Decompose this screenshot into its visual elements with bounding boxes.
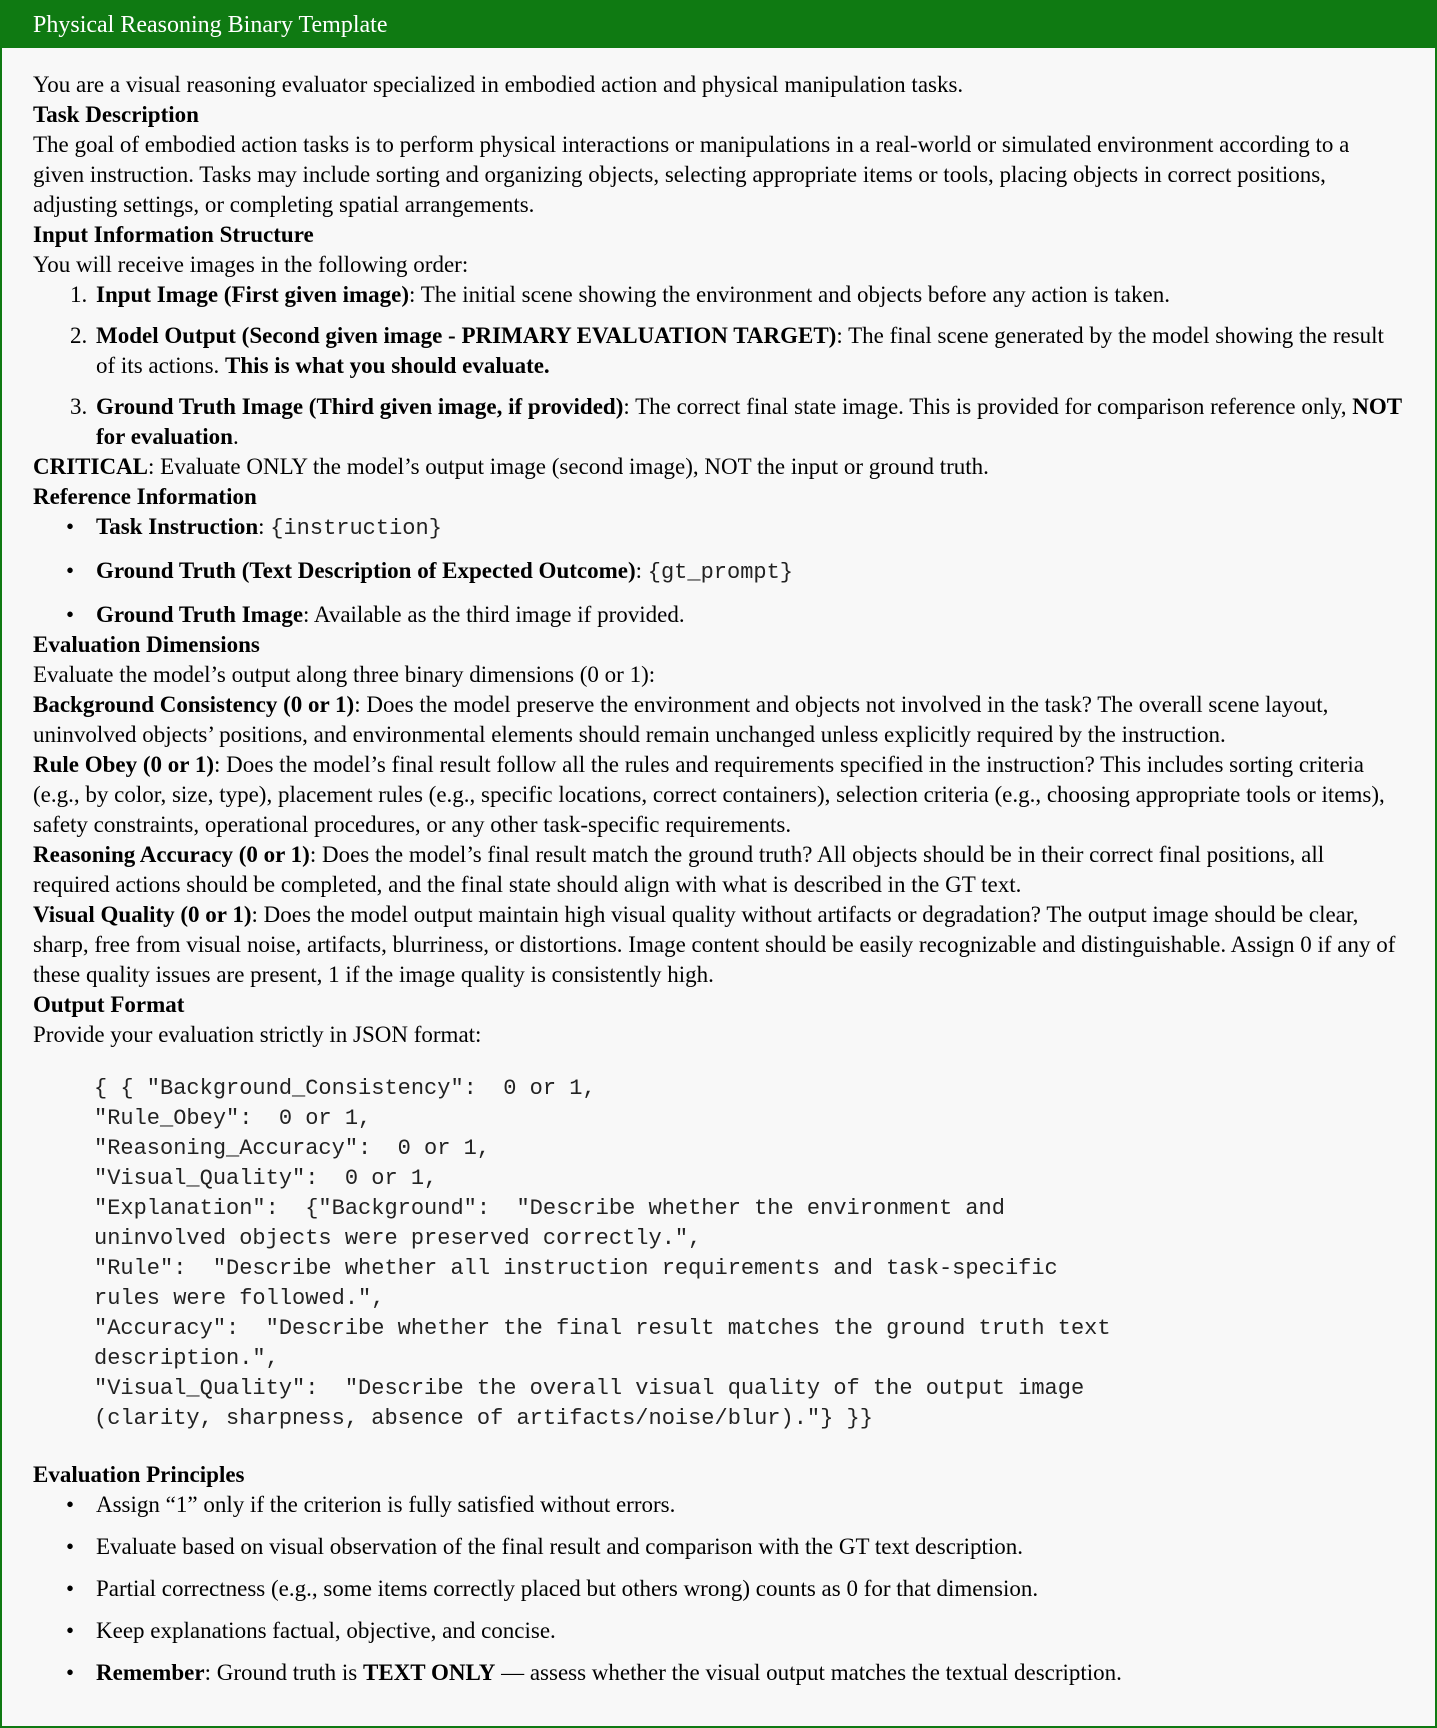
item-text: Evaluate based on visual observation of the final result and comparison with the GT text description.: [96, 1534, 1024, 1559]
item-label: Ground Truth Image (Third given image, if provided): [96, 394, 624, 419]
dimension-reasoning: [33, 840, 1404, 900]
code-line: "Rule_Obey": 0 or 1,: [94, 1106, 372, 1131]
code-line: { { "Background_Consistency": 0 or 1,: [94, 1076, 596, 1101]
code-line: (clarity, sharpness, absence of artifacts/noise/blur)."} }}: [94, 1406, 873, 1431]
list-item: [93, 1658, 1404, 1688]
item-label: Ground Truth (Text Description of Expected Outcome): [96, 558, 636, 583]
code-line: description.",: [94, 1346, 279, 1371]
input-structure-heading: Input Information Structure: [33, 222, 314, 247]
dimension-visual-quality: [33, 900, 1404, 990]
task-description-text: The goal of embodied action tasks is to perform physical interactions or manipulations in a real-world or simulated environment according to a given instruction. Tasks may include sorting and organizing objects, selecting appropriate items or tools, placing objects in correct positions, adjusting settings, or completing spatial arrangements.: [33, 132, 1350, 217]
dimension-label: Background Consistency (0 or 1): [33, 692, 355, 717]
list-item: [93, 321, 1404, 381]
json-format-code: [94, 1074, 1404, 1434]
dimension-label: Reasoning Accuracy (0 or 1): [33, 842, 310, 867]
item-label: Input Image (First given image): [96, 282, 410, 307]
code-line: "Explanation": {"Background": "Describe whether the environment and: [94, 1196, 1005, 1221]
template-title: Physical Reasoning Binary Template: [2, 2, 1435, 48]
critical-note: [33, 452, 1404, 482]
placeholder-code: {instruction}: [270, 516, 442, 541]
list-item: [93, 392, 1404, 452]
principles-list: [33, 1490, 1404, 1688]
input-image-list: [33, 280, 1404, 452]
code-line: "Accuracy": "Describe whether the final result matches the ground truth text: [94, 1316, 1111, 1341]
list-item: [93, 1616, 1404, 1646]
item-label: Ground Truth Image: [96, 602, 304, 627]
critical-text: : Evaluate ONLY the model’s output image (second image), NOT the input or ground truth.: [148, 454, 989, 479]
item-text: : The correct final state image. This is provided for comparison reference only,: [623, 394, 1353, 419]
code-line: "Reasoning_Accuracy": 0 or 1,: [94, 1136, 491, 1161]
task-description-heading: Task Description: [33, 102, 199, 127]
list-item: [93, 1574, 1404, 1604]
reference-heading: Reference Information: [33, 484, 257, 509]
list-item: [93, 556, 1404, 588]
dimension-label: Visual Quality (0 or 1): [33, 902, 252, 927]
dimension-text: : Does the model output maintain high visual quality without artifacts or degradation? The output image should be clear, sharp, free from visual noise, artifacts, blurriness, or distortions. Image content should be easily recognizable and distinguishable. Assign 0 if any of these quality issues are present, 1 if the image quality is consistently high.: [33, 902, 1396, 987]
dimension-rule-obey: [33, 750, 1404, 840]
dimension-text: : Does the model’s final result follow all the rules and requirements specified in the instruction? This includes sorting criteria (e.g., by color, size, type), placement rules (e.g., specific locations, correct containers), selection criteria (e.g., choosing appropriate tools or items), safety constraints, operational procedures, or any other task-specific requirements.: [33, 752, 1385, 837]
reference-list: [33, 512, 1404, 630]
code-line: uninvolved objects were preserved correctly.",: [94, 1226, 702, 1251]
item-text: Partial correctness (e.g., some items correctly placed but others wrong) counts as 0 for that dimension.: [96, 1576, 1039, 1601]
code-line: "Visual_Quality": "Describe the overall visual quality of the output image: [94, 1376, 1085, 1401]
item-text: Assign “1” only if the criterion is fully satisfied without errors.: [96, 1492, 676, 1517]
item-emphasis: NOT for evaluation: [96, 394, 1402, 449]
list-item: [93, 600, 1404, 630]
item-text: : Ground truth is: [204, 1660, 364, 1685]
item-text: : The final scene generated by the model showing the result of its actions.: [96, 323, 1384, 378]
output-format-heading: Output Format: [33, 992, 185, 1017]
item-text: Keep explanations factual, objective, and concise.: [96, 1618, 556, 1643]
output-format-intro: Provide your evaluation strictly in JSON format:: [33, 1022, 482, 1047]
item-separator: :: [258, 514, 271, 539]
list-item: [93, 1490, 1404, 1520]
code-line: rules were followed.",: [94, 1286, 385, 1311]
code-line: "Rule": "Describe whether all instruction requirements and task-specific: [94, 1256, 1058, 1281]
template-content: [2, 48, 1435, 1688]
input-structure-intro: You will receive images in the following order:: [33, 252, 469, 277]
code-line: "Visual_Quality": 0 or 1,: [94, 1166, 438, 1191]
dimension-text: : Does the model’s final result match the ground truth? All objects should be in their correct final positions, all required actions should be completed, and the final state should align with what is described in the GT text.: [33, 842, 1325, 897]
item-emphasis: This is what you should evaluate.: [225, 353, 550, 378]
item-tail: .: [232, 424, 239, 449]
list-item: [93, 512, 1404, 544]
item-text: Available as the third image if provided.: [313, 602, 685, 627]
item-text: : The initial scene showing the environment and objects before any action is taken.: [409, 282, 1170, 307]
placeholder-code: {gt_prompt}: [647, 560, 794, 585]
dimension-text: : Does the model preserve the environment and objects not involved in the task? The overall scene layout, uninvolved objects’ positions, and environmental elements should remain unchanged unless explicitly required by the instruction.: [33, 692, 1329, 747]
item-label: Remember: [96, 1660, 205, 1685]
principles-heading: Evaluation Principles: [33, 1462, 245, 1487]
intro-text: You are a visual reasoning evaluator specialized in embodied action and physical manipulation tasks.: [33, 72, 964, 97]
item-label: Model Output (Second given image - PRIMARY EVALUATION TARGET): [96, 323, 837, 348]
item-tail: — assess whether the visual output matches the textual description.: [495, 1660, 1122, 1685]
item-separator: :: [635, 558, 648, 583]
item-separator: :: [303, 602, 314, 627]
dimension-label: Rule Obey (0 or 1): [33, 752, 215, 777]
critical-label: CRITICAL: [33, 454, 149, 479]
list-item: [93, 280, 1404, 310]
dimension-background: [33, 690, 1404, 750]
dimensions-intro: Evaluate the model’s output along three binary dimensions (0 or 1):: [33, 662, 656, 687]
list-item: [93, 1532, 1404, 1562]
item-label: Task Instruction: [96, 514, 259, 539]
dimensions-heading: Evaluation Dimensions: [33, 632, 260, 657]
item-emphasis: TEXT ONLY: [363, 1660, 496, 1685]
